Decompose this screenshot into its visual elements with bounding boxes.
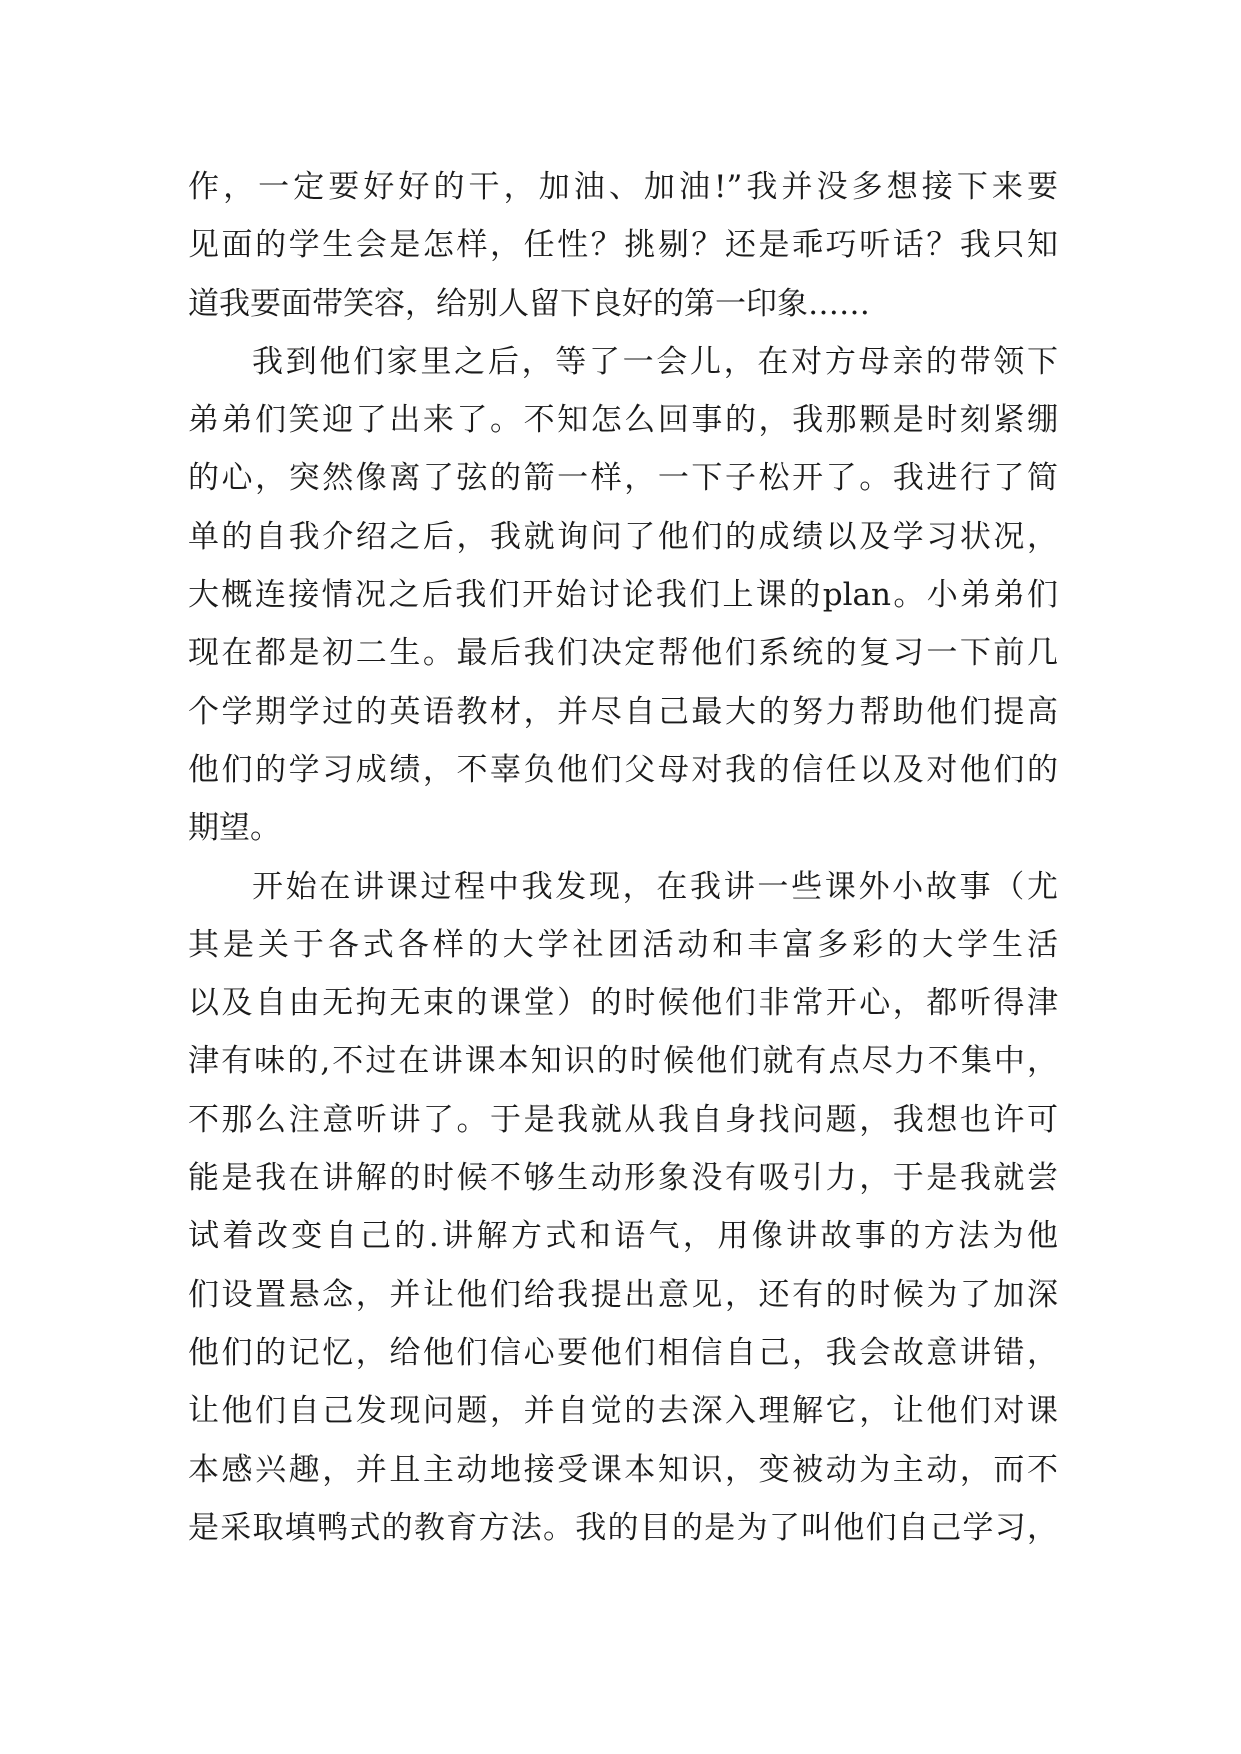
text-line: 开始在讲课过程中我发现，在我讲一些课外小故事（尤 [252,868,1058,905]
text-line: 以及自由无拘无束的课堂）的时候他们非常开心，都听得津 [188,985,1058,1022]
text-line: 不那么注意听讲了。于是我就从我自身找问题，我想也许可 [188,1101,1058,1138]
text-line: 能是我在讲解的时候不够生动形象没有吸引力，于是我就尝 [188,1160,1058,1197]
text-line: 见面的学生会是怎样，任性？挑剔？还是乖巧听话？我只知 [188,227,1058,264]
text-line: 大概连接情况之后我们开始讨论我们上课的plan。小弟弟们 [188,577,1058,614]
text-line: 期望。 [188,810,281,847]
text-line: 他们的学习成绩，不辜负他们父母对我的信任以及对他们的 [188,751,1058,788]
text-line: 让他们自己发现问题，并自觉的去深入理解它，让他们对课 [188,1393,1058,1430]
text-line: 他们的记忆，给他们信心要他们相信自己，我会故意讲错， [188,1334,1058,1371]
text-line: 单的自我介绍之后，我就询问了他们的成绩以及学习状况， [188,518,1058,555]
text-line: 的心，突然像离了弦的箭一样，一下子松开了。我进行了简 [188,460,1058,497]
body-text [188,158,1058,1557]
text-line: 本感兴趣，并且主动地接受课本知识，变被动为主动，而不 [188,1451,1058,1488]
text-line: 们设置悬念，并让他们给我提出意见，还有的时候为了加深 [188,1276,1058,1313]
text-line: 其是关于各式各样的大学社团活动和丰富多彩的大学生活 [188,926,1058,963]
text-line: 津有味的,不过在讲课本知识的时候他们就有点尽力不集中， [188,1043,1058,1080]
text-line: 道我要面带笑容，给别人留下良好的第一印象…… [188,285,870,322]
text-line: 弟弟们笑迎了出来了。不知怎么回事的，我那颗是时刻紧绷 [188,402,1058,439]
text-line: 作，一定要好好的干，加油、加油!”我并没多想接下来要 [188,169,1058,205]
text-line: 个学期学过的英语教材，并尽自己最大的努力帮助他们提高 [188,693,1058,730]
text-line: 试着改变自己的.讲解方式和语气，用像讲故事的方法为他 [188,1218,1058,1255]
text-line: 是采取填鸭式的教育方法。我的目的是为了叫他们自己学习， [188,1509,1058,1546]
text-line: 我到他们家里之后，等了一会儿，在对方母亲的带领下 [252,343,1058,380]
text-line: 现在都是初二生。最后我们决定帮他们系统的复习一下前几 [188,635,1058,672]
